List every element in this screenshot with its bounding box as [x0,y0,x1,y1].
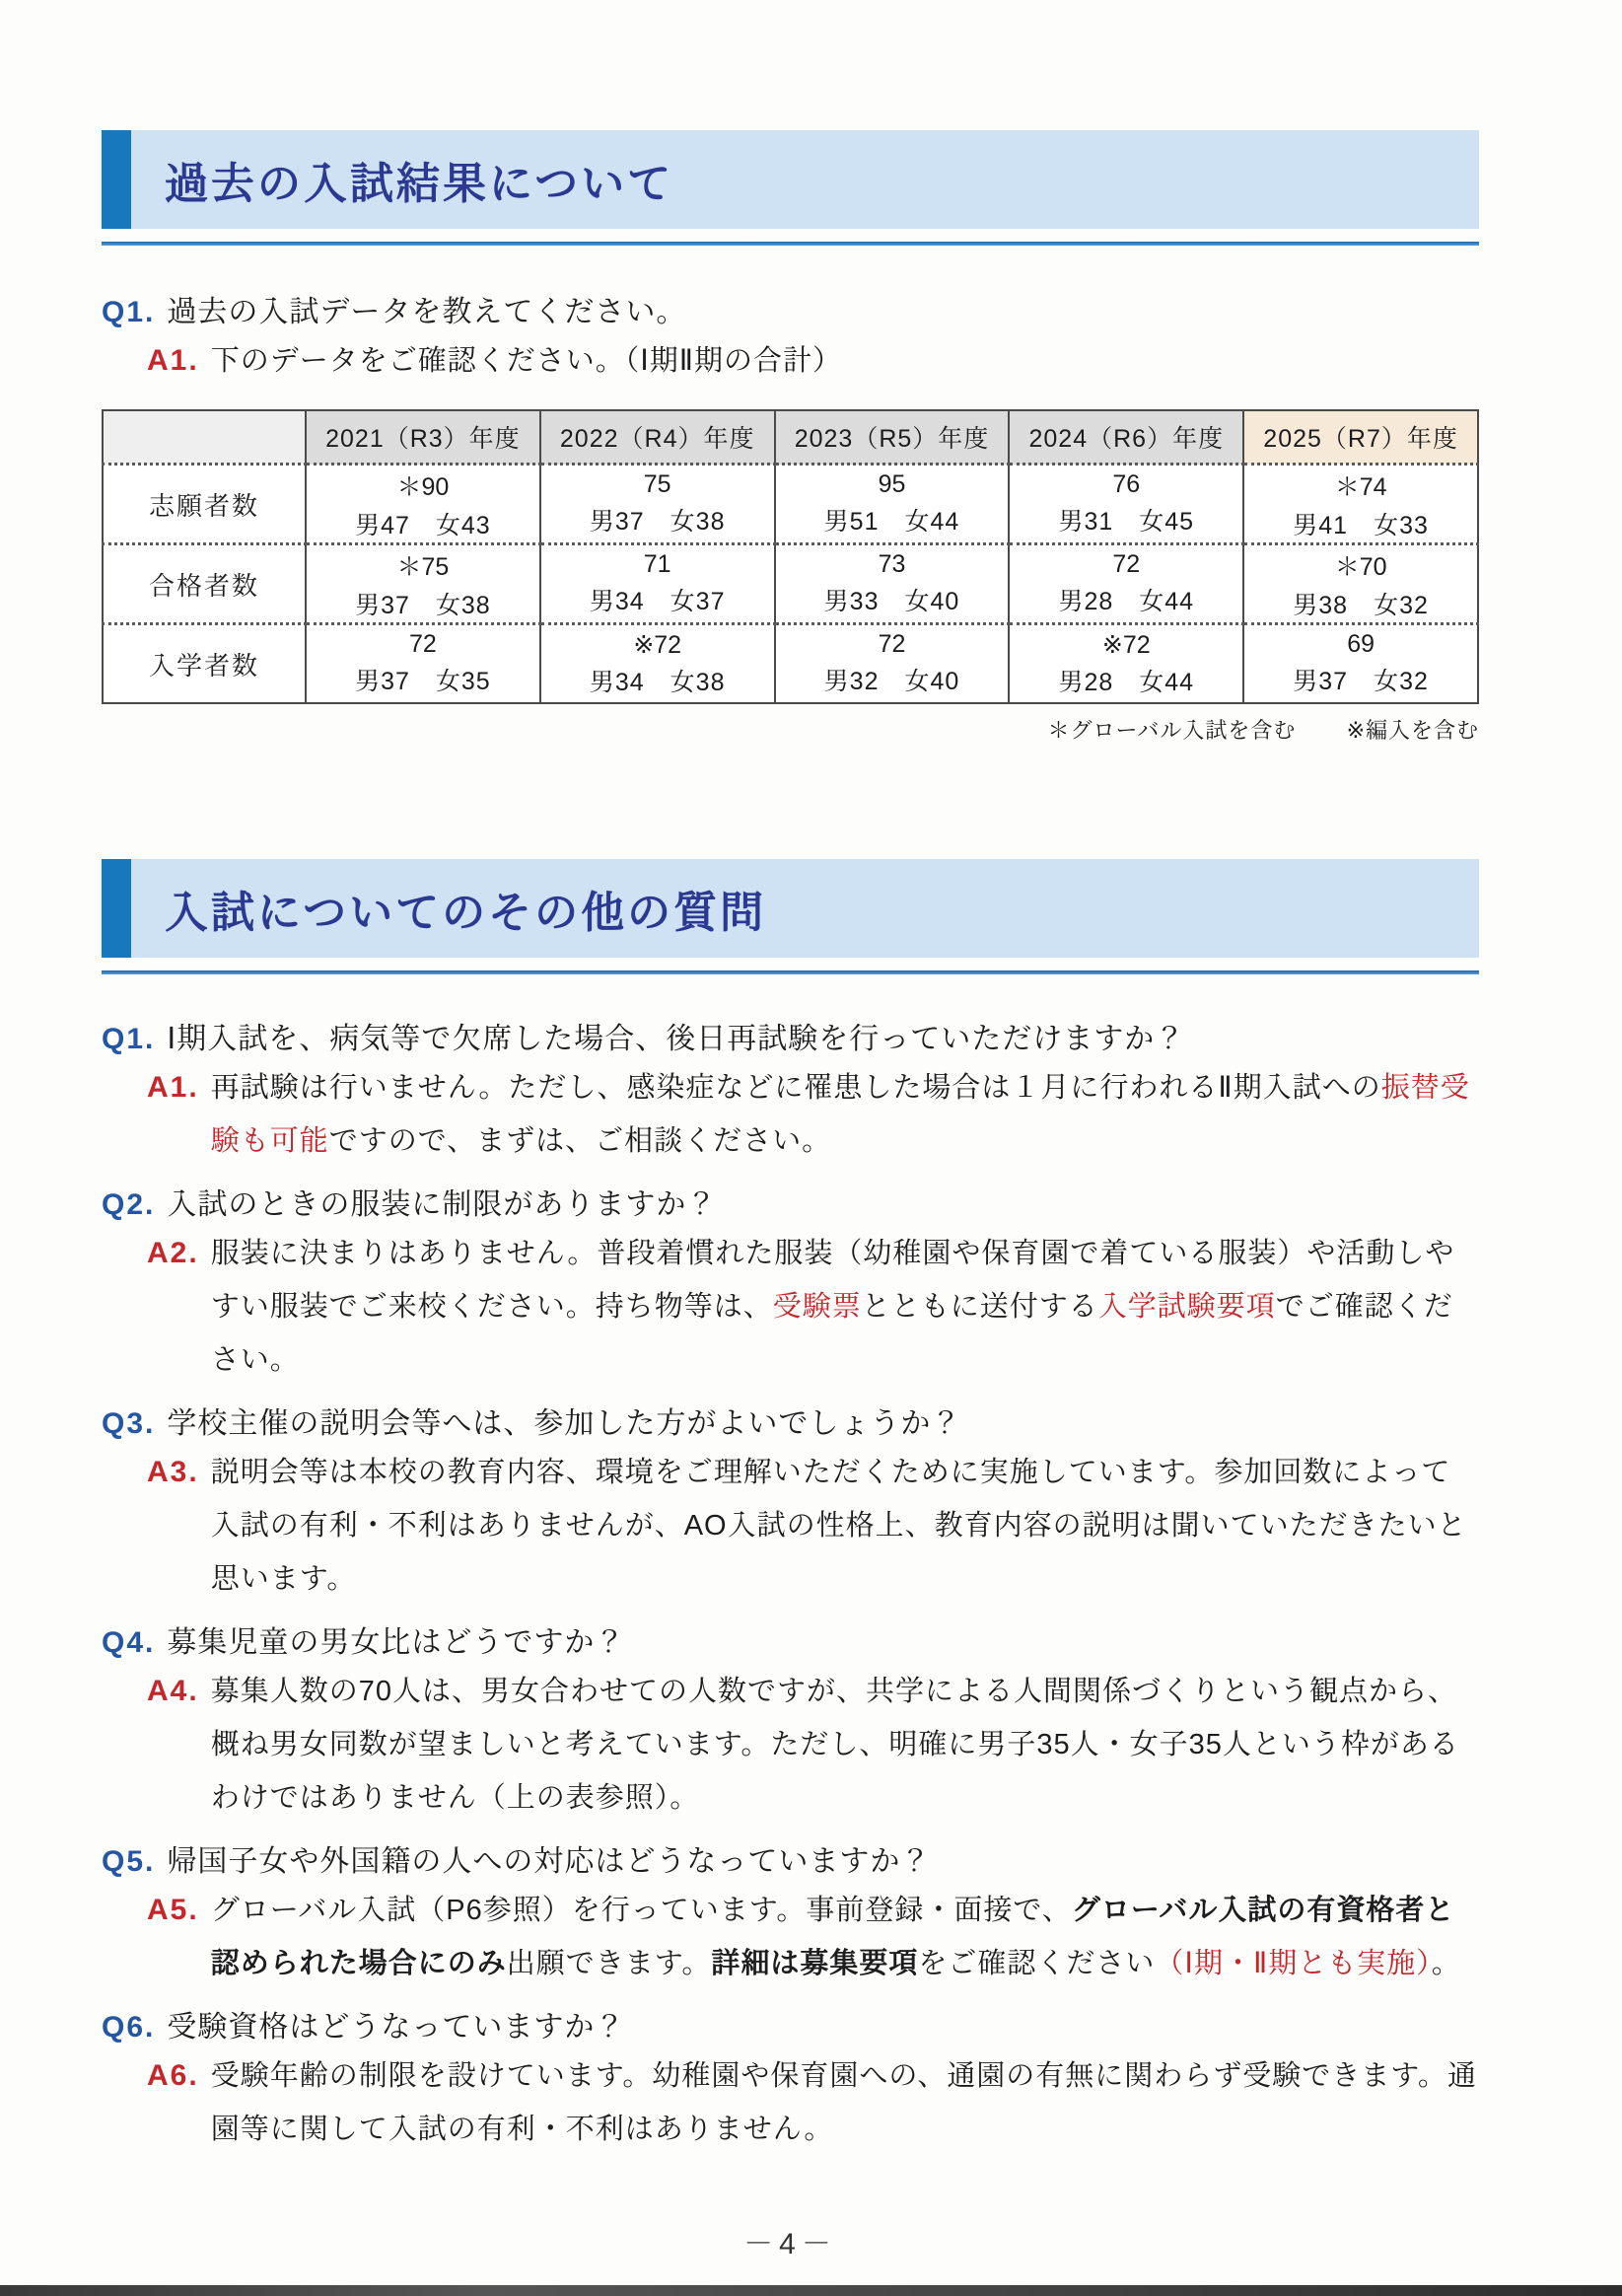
question-label: Q5. [102,1845,156,1878]
result-cell [540,465,775,544]
answer-label: A3. [147,1456,199,1488]
section-divider-rule [102,242,1479,246]
question-text: 学校主催の説明会等へは、参加した方がよいでしょうか？ [167,1407,962,1440]
cell-total: ＊90 [396,472,450,501]
cell-male-female: 男37 女38 [355,591,491,619]
answer-text: 説明会等は本校の教育内容、環境をご理解いただくために実施しています。参加回数によって入試の有利・不利はありませんが、AO入試の性格上、教育内容の説明は聞いていただきたいと思います。 [210,1457,1467,1595]
answer-text [211,1061,1479,1168]
section-title-past-results: 過去の入試結果について [165,160,674,208]
answer-line-a6 [147,2049,1479,2156]
answer-segment-red: 受験票 [772,1291,862,1323]
cell-total: 69 [1347,630,1375,658]
cell-total: 71 [643,550,671,578]
cell-total: ＊70 [1334,552,1387,581]
banner-accent-bar [102,130,131,229]
answer-segment: ですので、まずは、ご相談ください。 [328,1125,832,1157]
answer-line [147,334,1479,388]
question-label: Q4. [102,1626,156,1659]
cell-total: ＊75 [396,552,450,581]
result-cell [775,544,1010,624]
section-divider-rule [102,970,1479,974]
table-header-row [103,410,1478,465]
cell-total: 95 [878,470,906,498]
cell-total: ＊74 [1334,472,1387,501]
result-cell [1243,465,1478,544]
cell-male-female: 男51 女44 [823,508,960,536]
row-label-applicants: 志願者数 [103,465,306,544]
question-line-q5 [102,1836,1479,1880]
answer-segment-red: 振替受験も可能 [210,1072,1470,1157]
question-text: 受験資格はどうなっていますか？ [167,2011,626,2044]
answer-segment: 服装に決まりはありません。普段着慣れた服装（幼稚園や保育園で着ている服装）や活動しやすい服装でご来校ください。持ち物等は、 [210,1238,1455,1323]
answer-segment-red: （Ⅰ期・Ⅱ期とも実施） [1155,1948,1432,1979]
cell-male-female: 男31 女45 [1058,508,1195,536]
page-number: －4－ [743,2228,837,2260]
result-cell [775,624,1010,704]
cell-male-female: 男41 女33 [1293,511,1429,539]
banner-accent-bar [102,859,131,958]
question-text: 入試のときの服装に制限がありますか？ [167,1188,718,1221]
cell-male-female: 男47 女43 [355,511,491,539]
cell-male-female: 男37 女32 [1293,668,1429,695]
question-text: 募集児童の男女比はどうですか？ [167,1626,626,1659]
cell-male-female: 男28 女44 [1058,668,1195,696]
page-content [102,0,1479,2262]
row-label-enrolled: 入学者数 [103,624,306,704]
table-row-enrolled [103,624,1478,704]
cell-total: 75 [643,470,671,498]
result-cell [540,544,775,624]
answer-label: A5. [147,1894,199,1926]
answer-text: 下のデータをご確認ください。（Ⅰ期Ⅱ期の合計） [210,345,843,377]
cell-male-female: 男34 女38 [589,668,726,696]
scan-edge-artifact [0,2285,1622,2296]
result-cell [775,465,1010,544]
answer-segment: とともに送付する [861,1291,1098,1323]
table-footnotes [102,714,1479,745]
question-text: Ⅰ期入試を、病気等で欠席した場合、後日再試験を行っていただけますか？ [167,1023,1186,1055]
result-cell [1243,544,1478,624]
question-label: Q3. [102,1407,156,1440]
answer-segment: をご確認ください [918,1948,1156,1979]
answer-line-a2 [147,1227,1479,1387]
cell-male-female: 男33 女40 [823,588,960,615]
question-text: 帰国子女や外国籍の人への対応はどうなっていますか？ [167,1845,932,1878]
result-cell [306,465,540,544]
answer-segment-red: 入学試験要項 [1097,1291,1276,1323]
footnote-global-exam: ＊グローバル入試を含む [1047,718,1297,743]
cell-total: 76 [1112,470,1141,498]
row-label-accepted: 合格者数 [103,544,306,624]
answer-line-a1 [147,1061,1479,1168]
question-label: Q1. [102,1023,156,1055]
cell-male-female: 男28 女44 [1058,588,1195,615]
question-label: Q6. [102,2011,156,2044]
question-label: Q2. [102,1188,156,1221]
cell-male-female: 男32 女40 [823,668,960,695]
question-label: Q1. [102,296,156,328]
cell-male-female: 男37 女35 [355,668,491,695]
table-corner-cell [103,410,306,465]
question-line-q2 [102,1180,1479,1223]
answer-text [211,1227,1479,1387]
answer-text: 受験年齢の制限を設けています。幼稚園や保育園への、通園の有無に関わらず受験できます。通園等に関して入試の有利・不利はありません。 [210,2060,1477,2145]
section-title-other-questions: 入試についてのその他の質問 [165,889,767,937]
cell-total: 72 [878,630,906,658]
cell-total: 73 [878,550,906,578]
answer-segment: 。 [1431,1948,1461,1979]
answer-label: A4. [147,1675,199,1707]
year-header-2024: 2024（R6）年度 [1009,410,1243,465]
year-header-2025: 2025（R7）年度 [1243,410,1478,465]
question-line-q1 [102,1014,1479,1057]
year-header-2023: 2023（R5）年度 [775,410,1010,465]
answer-text [211,1884,1479,1990]
answer-segment: 再試験は行いません。ただし、感染症などに罹患した場合は１月に行われるⅡ期入試への [210,1072,1381,1104]
answer-line-a5 [147,1884,1479,1990]
result-cell [1009,465,1243,544]
footnote-transfer: ※編入を含む [1346,718,1479,743]
result-cell [1243,624,1478,704]
answer-label: A2. [147,1237,199,1269]
answer-segment: でご確認ください。 [210,1291,1453,1376]
question-line [102,287,1479,330]
cell-total: ※72 [633,630,682,659]
cell-total: 72 [1112,550,1141,578]
question-line-q3 [102,1399,1479,1442]
section-header-other-questions [102,859,1479,958]
answer-label: A6. [147,2059,199,2092]
answer-line-a3 [147,1446,1479,1606]
table-row-applicants [103,465,1478,544]
question-line-q4 [102,1617,1479,1661]
result-cell [540,624,775,704]
question-text: 過去の入試データを教えてください。 [167,296,687,328]
results-table [102,409,1479,704]
answer-text: 募集人数の70人は、男女合わせての人数ですが、共学による人間関係づくりという観点から、概ね男女同数が望ましいと考えています。ただし、明確に男子35人・女子35人という枠があるわけではありません（上の表参照）。 [210,1676,1459,1814]
answer-label: A1. [147,1071,199,1104]
cell-total: ※72 [1101,630,1151,659]
table-row-accepted [103,544,1478,624]
result-cell [1009,624,1243,704]
question-line-q6 [102,2002,1479,2045]
year-header-2022: 2022（R4）年度 [540,410,775,465]
result-cell [306,624,540,704]
result-cell [1009,544,1243,624]
cell-male-female: 男37 女38 [589,508,726,536]
answer-segment-bold: グローバル入試の有資格者と認められた場合にのみ [210,1895,1455,1979]
answer-line-a4 [147,1665,1479,1825]
answer-label: A1. [147,344,199,377]
result-cell [306,544,540,624]
answer-segment: グローバル入試（P6参照）を行っています。事前登録・面接で、 [210,1895,1072,1926]
cell-male-female: 男38 女32 [1293,591,1429,619]
cell-male-female: 男34 女37 [589,588,726,615]
answer-segment-bold: 詳細は募集要項 [711,1948,919,1979]
year-header-2021: 2021（R3）年度 [306,410,540,465]
section-header-past-results [102,130,1479,229]
cell-total: 72 [408,630,437,658]
answer-segment: 出願できます。 [506,1948,712,1979]
